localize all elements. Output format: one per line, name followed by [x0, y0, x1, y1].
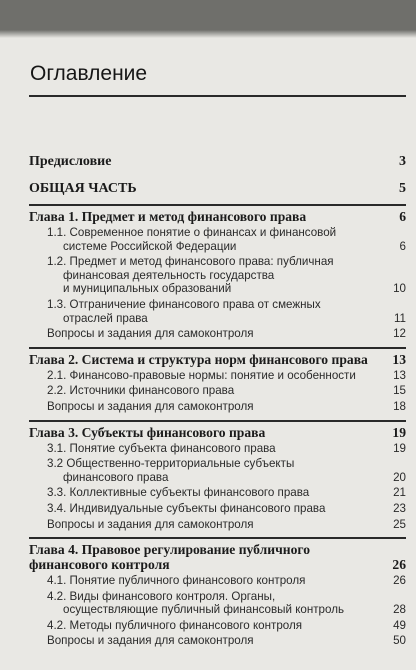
- toc-entry-sec[interactable]: [29, 457, 406, 484]
- toc-entry-page: 20: [393, 470, 406, 484]
- toc-entry-q[interactable]: [29, 518, 406, 532]
- toc-entry-page: 11: [393, 311, 406, 325]
- toc-entry-page: 6: [399, 209, 406, 224]
- toc-entry-title: Вопросы и задания для самоконтроля: [47, 399, 254, 413]
- toc-entry-chap[interactable]: [29, 352, 406, 367]
- chapter-separator: [29, 537, 406, 539]
- toc-entry-title: 1.1. Современное понятие о финансах и финансовой системе Российской Федерации: [47, 226, 337, 253]
- toc-entry-q[interactable]: [29, 400, 406, 414]
- toc-entry-sec[interactable]: [29, 369, 406, 383]
- page-header-strip: [0, 0, 416, 38]
- toc-entry-sec[interactable]: [29, 502, 406, 516]
- toc-entry-title: Вопросы и задания для самоконтроля: [47, 634, 254, 648]
- toc-entry-title: Предисловие: [29, 154, 112, 169]
- toc-entry-title: Вопросы и задания для самоконтроля: [47, 517, 254, 531]
- toc-entry-sec[interactable]: [29, 442, 406, 456]
- toc-entry-page: 12: [393, 327, 406, 341]
- toc-entry-page: 28: [393, 603, 406, 617]
- toc-entry-title: 4.1. Понятие публичного финансового контроля: [47, 574, 306, 588]
- toc-entry-page: 13: [393, 368, 406, 382]
- toc-entry-page: 49: [393, 618, 406, 632]
- toc-entry-top[interactable]: [29, 154, 406, 169]
- toc-entry-title: Глава 1. Предмет и метод финансового права: [29, 209, 307, 224]
- toc-entry-page: 19: [393, 441, 406, 455]
- toc-entry-title: 3.3. Коллективные субъекты финансового права: [47, 486, 310, 500]
- toc-entry-q[interactable]: [29, 634, 406, 648]
- toc-entry-page: 21: [393, 486, 406, 500]
- toc-entry-title: Глава 2. Система и структура норм финансового права: [29, 351, 368, 367]
- toc-entry-title: Глава 3. Субъекты финансового права: [29, 424, 266, 440]
- toc-entry-page: 26: [392, 557, 406, 573]
- toc-entry-sec[interactable]: [29, 619, 406, 633]
- toc-entry-title: 4.2. Методы публичного финансового контроля: [47, 618, 303, 632]
- toc-entry-page: 18: [393, 399, 406, 413]
- toc-entry-chap[interactable]: [29, 542, 406, 572]
- toc-entry-page: 23: [393, 501, 406, 515]
- toc-entry-sec[interactable]: [29, 384, 406, 398]
- toc-entry-sec[interactable]: [29, 298, 406, 325]
- toc-entry-sec[interactable]: [29, 226, 406, 253]
- toc-entry-title: 2.2. Источники финансового права: [47, 384, 235, 398]
- toc-entry-sec[interactable]: [29, 574, 406, 588]
- toc-entry-page: 25: [393, 517, 406, 531]
- chapter-separator: [29, 347, 406, 349]
- toc-entry-q[interactable]: [29, 327, 406, 341]
- toc-entry-title: 1.2. Предмет и метод финансового права: публичная финансовая деятельность государства и муниципальных образований: [47, 255, 334, 296]
- toc-entry-sec[interactable]: [29, 590, 406, 617]
- toc-entry-title: 3.4. Индивидуальные субъекты финансового права: [47, 501, 326, 515]
- toc-entry-title: Глава 4. Правовое регулирование публичного финансового контроля: [29, 542, 311, 573]
- chapter-separator: [29, 420, 406, 422]
- toc-entry-page: 50: [393, 634, 406, 648]
- toc-entry-title: ОБЩАЯ ЧАСТЬ: [29, 181, 137, 196]
- toc-entry-page: 10: [393, 282, 406, 296]
- toc-entry-page: 19: [392, 424, 406, 440]
- toc-entry-title: 1.3. Отграничение финансового права от смежных отраслей права: [47, 297, 321, 325]
- toc-entry-page: 3: [399, 154, 406, 169]
- toc-entry-page: 26: [393, 574, 406, 588]
- toc-entry-title: 4.2. Виды финансового контроля. Органы, осуществляющие публичный финансовый контроль: [47, 589, 345, 617]
- chapter-separator: [29, 204, 406, 206]
- page-title: Оглавление: [30, 62, 148, 85]
- toc-entry-page: 13: [392, 351, 406, 367]
- table-of-contents: [29, 154, 406, 648]
- toc-entry-title: 3.1. Понятие субъекта финансового права: [47, 441, 276, 455]
- title-underline: [29, 95, 406, 97]
- toc-entry-page: 6: [399, 239, 406, 253]
- toc-entry-sec[interactable]: [29, 486, 406, 500]
- toc-entry-title: Вопросы и задания для самоконтроля: [47, 327, 254, 341]
- toc-entry-top[interactable]: [29, 181, 406, 196]
- toc-entry-sec[interactable]: [29, 255, 406, 296]
- toc-entry-title: 3.2 Общественно-территориальные субъекты финансового права: [47, 457, 295, 484]
- toc-entry-chap[interactable]: [29, 209, 406, 224]
- toc-entry-page: 5: [399, 181, 406, 196]
- toc-entry-title: 2.1. Финансово-правовые нормы: понятие и особенности: [47, 368, 356, 382]
- toc-entry-chap[interactable]: [29, 425, 406, 440]
- toc-entry-page: 15: [393, 384, 406, 398]
